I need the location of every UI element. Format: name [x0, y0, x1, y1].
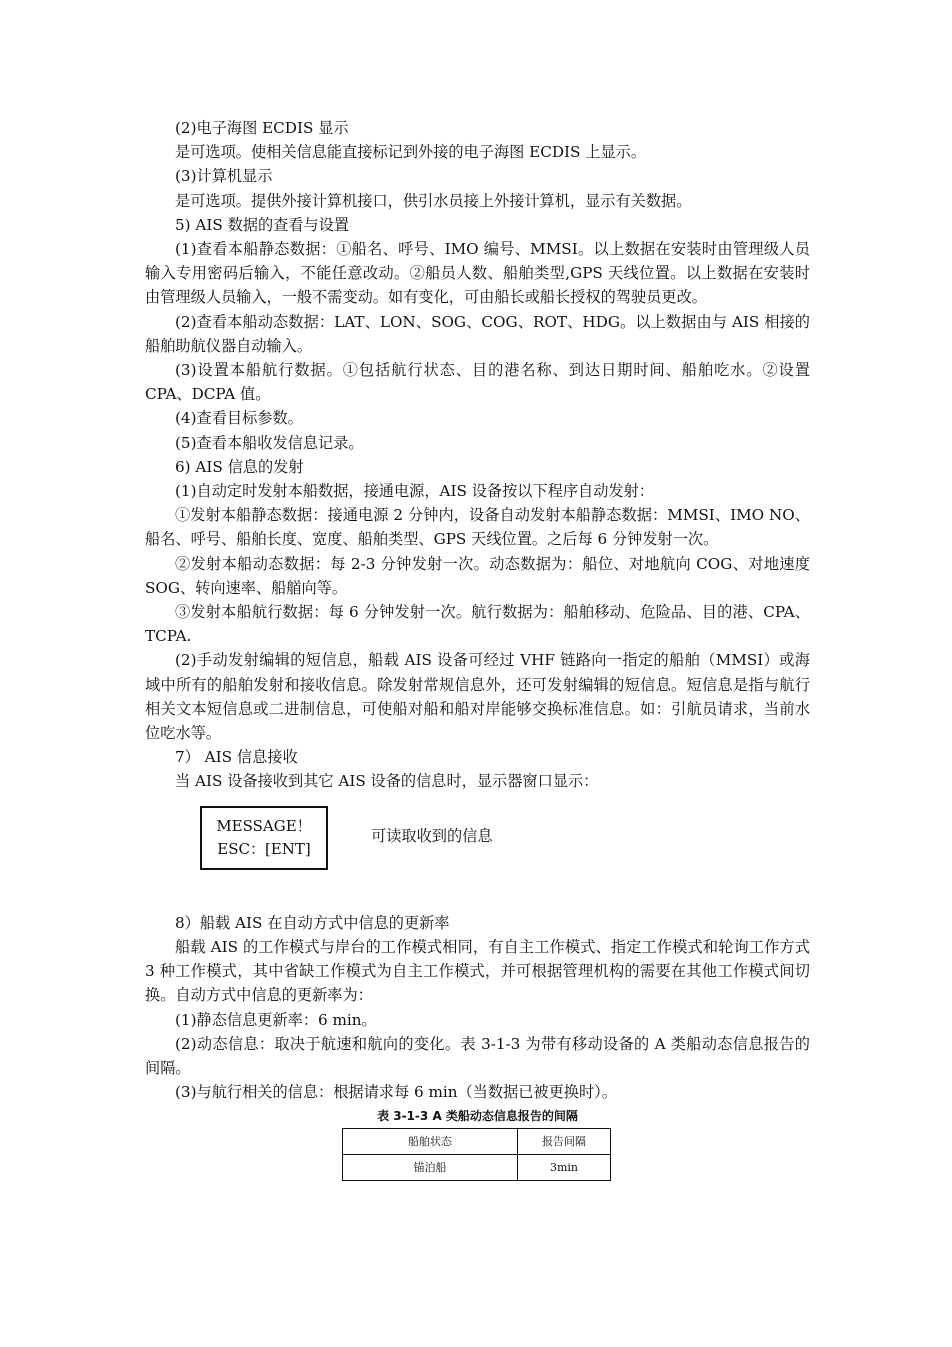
table-header-cell: 报告间隔: [518, 1129, 611, 1155]
paragraph: (1)查看本船静态数据：①船名、呼号、IMO 编号、MMSI。以上数据在安装时由管理级人员输入专用密码后输入，不能任意改动。②船员人数、船舶类型,GPS 天线位置。以上数据在安装时由管理级人员输入，一般不需变动。如有变化，可由船长或船长授权的驾驶员更改。: [145, 240, 810, 307]
paragraph: ③发射本船航行数据：每 6 分钟发射一次。航行数据为：船舶移动、危险品、目的港、CPA、TCPA.: [145, 603, 810, 646]
table-header-row: [343, 1129, 611, 1155]
paragraph: (2)手动发射编辑的短信息，船载 AIS 设备可经过 VHF 链路向一指定的船舶（MMSI）或海域中所有的船舶发射和接收信息。除发射常规信息外，还可发射编辑的短信息。短信息是指与航行相关文本短信息或二进制信息，可使船对船和船对岸能够交换标准信息。如：引航员请求，当前水位吃水等。: [145, 651, 810, 743]
table-row: [343, 1155, 611, 1181]
section-heading: 5) AIS 数据的查看与设置: [175, 215, 350, 234]
document-page: [145, 116, 810, 1181]
paragraph: ①发射本船静态数据：接通电源 2 分钟内，设备自动发射本船静态数据：MMSI、IMO NO、船名、呼号、船舶长度、宽度、船舶类型、GPS 天线位置。之后每 6 分钟发射一次。: [145, 506, 810, 549]
table-caption: 表 3-1-3 A 类船动态信息报告的间隔: [377, 1109, 578, 1124]
section-heading: 6) AIS 信息的发射: [175, 457, 304, 476]
table-cell: 3min: [518, 1155, 611, 1181]
report-interval-table: [342, 1128, 611, 1181]
paragraph: 船载 AIS 的工作模式与岸台的工作模式相同，有自主工作模式、指定工作模式和轮询工作方式 3 种工作模式，其中省缺工作模式为自主工作模式，并可根据管理机构的需要在其他工作模式间切换。自动方式中信息的更新率为：: [145, 937, 810, 1005]
paragraph: (1)自动定时发射本船数据，接通电源，AIS 设备按以下程序自动发射：: [175, 482, 654, 501]
paragraph: (3)与航行相关的信息：根据请求每 6 min（当数据已被更换时）。: [175, 1083, 617, 1102]
paragraph: (5)查看本船收发信息记录。: [175, 433, 364, 452]
escape-line: ESC：[ENT]: [217, 839, 311, 858]
section-heading: 7） AIS 信息接收: [175, 748, 298, 767]
paragraph: 当 AIS 设备接收到其它 AIS 设备的信息时，显示器窗口显示：: [175, 772, 599, 791]
section-heading: 8）船载 AIS 在自动方式中信息的更新率: [175, 913, 450, 932]
message-note: 可读取收到的信息: [371, 826, 493, 845]
paragraph: (3)计算机显示: [175, 167, 273, 186]
paragraph: (4)查看目标参数。: [175, 409, 303, 428]
paragraph: (2)电子海图 ECDIS 显示: [175, 119, 349, 137]
paragraph: (3)设置本船航行数据。①包括航行状态、目的港名称、到达日期时间、船舶吃水。②设置 CPA、DCPA 值。: [145, 361, 810, 404]
message-line: MESSAGE！: [216, 816, 312, 835]
message-display-example: [145, 804, 810, 911]
message-box: [200, 806, 328, 870]
paragraph: (2)动态信息：取决于航速和航向的变化。表 3-1-3 为带有移动设备的 A 类船动态信息报告的间隔。: [145, 1034, 810, 1077]
table-cell: 锚泊船: [343, 1155, 518, 1181]
paragraph: (2)查看本船动态数据：LAT、LON、SOG、COG、ROT、HDG。以上数据由与 AIS 相接的船舶助航仪器自动输入。: [145, 312, 810, 355]
paragraph: ②发射本船动态数据：每 2-3 分钟发射一次。动态数据为：船位、对地航向 COG、对地速度 SOG、转向速率、船艏向等。: [145, 554, 810, 597]
table-header-cell: 船舶状态: [343, 1129, 518, 1155]
paragraph: 是可选项。使相关信息能直接标记到外接的电子海图 ECDIS 上显示。: [175, 143, 647, 162]
paragraph: (1)静态信息更新率：6 min。: [175, 1010, 377, 1029]
paragraph: 是可选项。提供外接计算机接口，供引水员接上外接计算机，显示有关数据。: [175, 191, 692, 210]
